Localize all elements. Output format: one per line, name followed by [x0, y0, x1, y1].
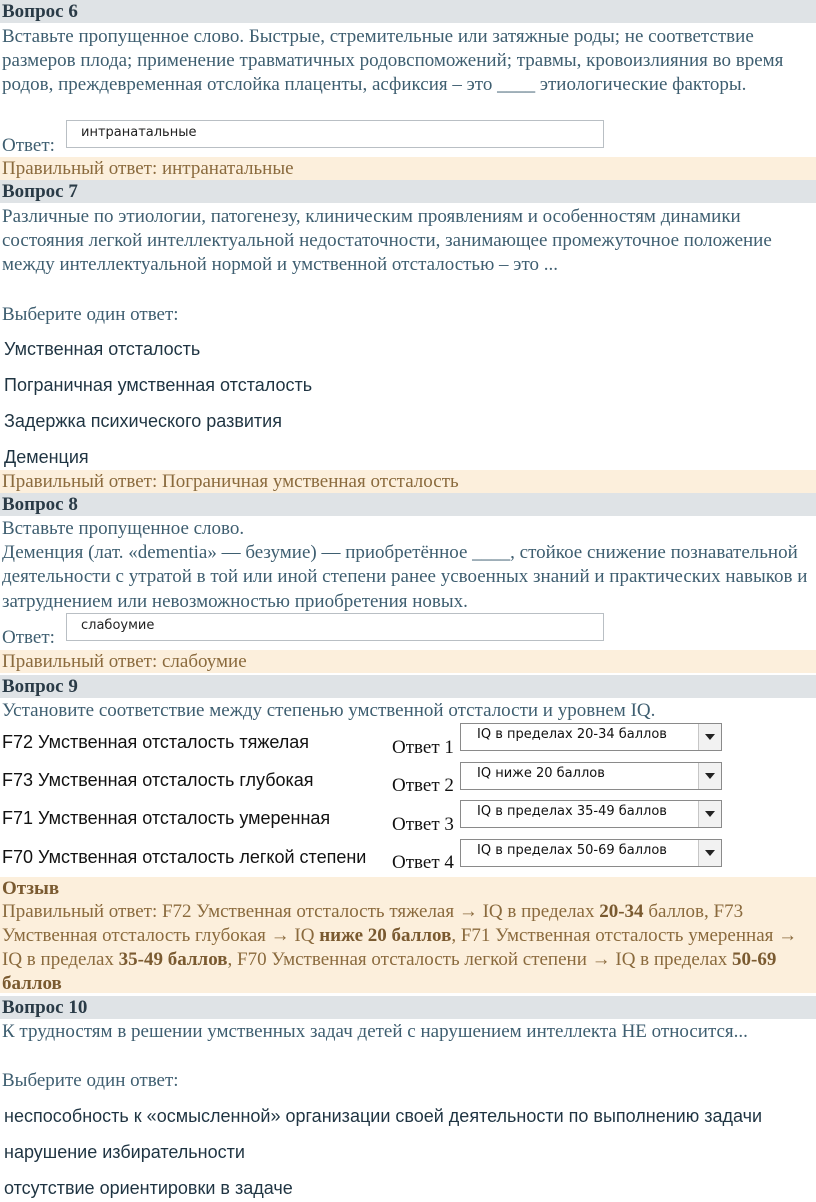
match-label: F73 Умственная отсталость глубокая	[2, 770, 314, 790]
answer-input[interactable]: слабоумие	[66, 613, 604, 641]
answer-option[interactable]: Пограничная умственная отсталость	[4, 375, 313, 395]
question-8-text: Вставьте пропущенное слово. Деменция (лат. «dementia» — безумие) — приобретённое ____, стойкое снижение познавательной деятельности с утратой в той или иной степени ранее усвоенных знаний и практических навыков и затруднением или невозможностью приобретения новых.	[2, 518, 808, 612]
answer-number: Ответ 3	[392, 814, 454, 835]
select-value: IQ в пределах 50-69 баллов	[477, 843, 667, 858]
answer-select[interactable]	[460, 762, 722, 790]
answer-select[interactable]	[460, 839, 722, 867]
feedback-panel	[0, 877, 816, 993]
match-label: F72 Умственная отсталость тяжелая	[2, 732, 310, 752]
answer-prompt: Выберите один ответ:	[2, 1070, 179, 1091]
answer-option[interactable]: неспособность к «осмысленной» организации своей деятельности по выполнению задачи	[4, 1106, 763, 1126]
question-title: Вопрос 8	[2, 494, 78, 515]
correct-answer: Правильный ответ: Пограничная умственная отсталость	[0, 470, 816, 493]
select-value: IQ в пределах 20-34 баллов	[477, 727, 667, 742]
question-title: Вопрос 10	[2, 997, 88, 1018]
question-8-header	[0, 493, 816, 516]
chevron-down-icon[interactable]	[698, 724, 721, 750]
question-10-header	[0, 996, 816, 1019]
answer-prompt: Выберите один ответ:	[2, 304, 179, 325]
match-label: F71 Умственная отсталость умеренная	[2, 808, 331, 828]
question-title: Вопрос 7	[2, 181, 78, 202]
question-title: Вопрос 9	[2, 676, 78, 697]
question-6-text: Вставьте пропущенное слово. Быстрые, стремительные или затяжные роды; не соответствие размеров плода; применение травматичных родовспоможений; травмы, кровоизлияния во время родов, преждевременная отслойка плаценты, асфиксия – это ____ этиологические факторы.	[2, 26, 784, 96]
answer-input[interactable]: интранатальные	[66, 120, 604, 148]
answer-option[interactable]: отсутствие ориентировки в задаче	[4, 1178, 293, 1198]
answer-select[interactable]	[460, 800, 722, 828]
answer-number: Ответ 1	[392, 737, 454, 758]
answer-option[interactable]: Задержка психического развития	[4, 411, 282, 431]
question-6-header	[0, 0, 816, 23]
question-9-header	[0, 675, 816, 698]
answer-select[interactable]	[460, 723, 722, 751]
chevron-down-icon[interactable]	[698, 763, 721, 789]
question-7-text: Различные по этиологии, патогенезу, клиническим проявлениям и особенностям динамики состояния легкой интеллектуальной недостаточности, занимающее промежуточное положение между интеллектуальной нормой и умственной отсталостью – это ...	[2, 206, 772, 276]
answer-number: Ответ 4	[392, 852, 454, 873]
answer-option[interactable]: нарушение избирательности	[4, 1142, 245, 1162]
select-value: IQ в пределах 35-49 баллов	[477, 804, 667, 819]
chevron-down-icon[interactable]	[698, 840, 721, 866]
match-label: F70 Умственная отсталость легкой степени	[2, 847, 367, 867]
correct-answer: Правильный ответ: интранатальные	[0, 157, 816, 180]
answer-number: Ответ 2	[392, 775, 454, 796]
feedback-text: Правильный ответ: F72 Умственная отсталость тяжелая → IQ в пределах 20-34 баллов, F73 Умственная отсталость глубокая → IQ ниже 20 баллов, F71 Умственная отсталость умеренная → IQ в пределах 35-49 баллов, F70 Умственная отсталость легкой степени → IQ в пределах 50-69 баллов	[2, 901, 798, 994]
correct-answer: Правильный ответ: слабоумие	[0, 650, 816, 673]
answer-option[interactable]: Умственная отсталость	[4, 339, 201, 359]
question-9-text: Установите соответствие между степенью умственной отсталости и уровнем IQ.	[2, 700, 656, 721]
select-value: IQ ниже 20 баллов	[477, 766, 605, 781]
answer-option[interactable]: Деменция	[4, 447, 89, 467]
question-title: Вопрос 6	[2, 1, 78, 22]
question-7-header	[0, 180, 816, 203]
chevron-down-icon[interactable]	[698, 801, 721, 827]
answer-label: Ответ:	[2, 627, 55, 648]
question-10-text: К трудностям в решении умственных задач детей с нарушением интеллекта НЕ относится...	[2, 1021, 748, 1042]
answer-label: Ответ:	[2, 135, 55, 156]
feedback-title: Отзыв	[2, 878, 60, 899]
